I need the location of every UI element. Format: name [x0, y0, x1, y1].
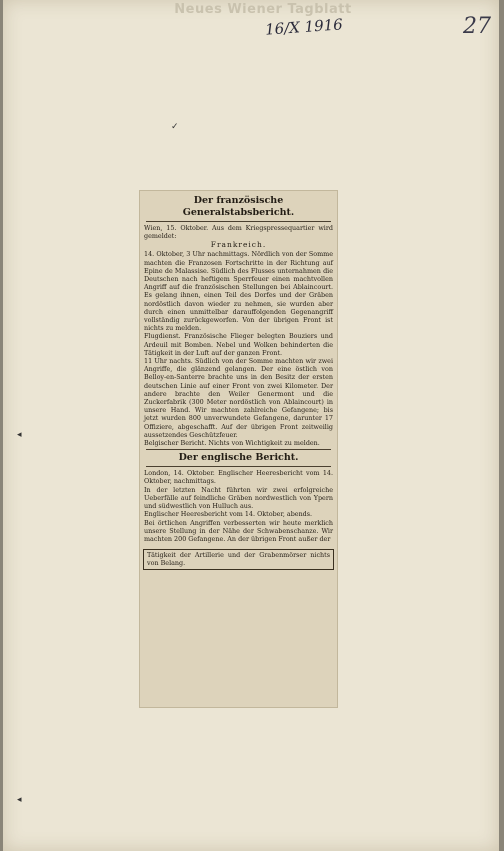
- article-title-english: Der englische Bericht.: [178, 452, 299, 464]
- margin-arrow-icon: ◂: [17, 430, 22, 440]
- article-paragraph: Bei örtlichen Angriffen verbesserten wir heute merklich unsere Stellung in der Nähe der Schwabenschanze. Wir machten 200 Gefangene. An der übrigen Front außer der: [144, 518, 333, 543]
- title-rule: [146, 466, 331, 467]
- article-paragraph: In der letzten Nacht führten wir zwei erfolgreiche Ueberfälle auf feindliche Gräben nordwestlich von Ypern und südwestlich von Hulluch aus.: [144, 485, 333, 511]
- section-heading: Frankreich.: [210, 240, 267, 250]
- continuation-box: [143, 549, 334, 569]
- newspaper-clipping: [139, 190, 338, 708]
- article-paragraph: London, 14. Oktober. Englischer Heeresbericht vom 14. Oktober, nachmittags.: [144, 469, 333, 486]
- article-paragraph: 11 Uhr nachts. Südlich von der Somme machten wir zwei Angriffe, die glänzend gelangen. Der eine östlich von Belloy-en-Santerre brachte uns in den Besitz der ersten deutschen Linie auf einer Front von zwei Kilometer. Der andere brachte den Weiler Genermont und die Zuckerfabrik (300 Meter nordöstlich von Ablaincourt) in unsere Hand. Wir machten zahlreiche Gefangene; bis jetzt wurden 800 unverwundete Gefangene, darunter 17 Offiziere, abgeschafft. Auf der übrigen Front zeitweilig aussetzendes Geschützfeuer.: [144, 357, 333, 439]
- article-paragraph: 14. Oktober, 3 Uhr nachmittags. Nördlich von der Somme machten die Franzosen Fortschritte in der Richtung auf Epine de Malassise. Südlich des Flusses unternahmen die Deutschen nach heftigem Sperrfeuer einen machtvollen Angriff auf die französischen Stellungen bei Ablaincourt. Es gelang ihnen, einen Teil des Dorfes und der Gräben nordöstlich davon wieder zu nehmen, sie wurden aber durch einen unmittelbar darauffolgenden Gegenangriff vollständig zurückgeworfen. Von der übrigen Front ist nichts zu melden.: [144, 250, 333, 333]
- article-paragraph: Englischer Heeresbericht vom 14. Oktober, abends.: [144, 510, 313, 519]
- article-title-french: Der französische Generalstabsbericht.: [182, 195, 295, 218]
- continuation-text: Tätigkeit der Artillerie und der Grabenmörser nichts von Belang.: [147, 551, 330, 568]
- article-paragraph: Belgischer Bericht. Nichts von Wichtigkeit zu melden.: [144, 439, 320, 448]
- title-rule: [146, 221, 331, 222]
- handwritten-date: 16/X 1916: [264, 15, 344, 39]
- margin-arrow-icon: ◂: [17, 795, 22, 805]
- dateline: Wien, 15. Oktober. Aus dem Kriegspressequartier wird gemeldet:: [144, 224, 333, 241]
- article-separator: [146, 449, 331, 450]
- margin-mark-icon: ✓: [171, 122, 179, 132]
- archive-sheet: [3, 0, 499, 851]
- page-number: 27: [463, 14, 491, 39]
- newspaper-stamp: Neues Wiener Tagblatt: [174, 2, 352, 17]
- article-paragraph: Flugdienst. Französische Flieger belegten Bouziers und Ardeuil mit Bomben. Nebel und Wolken behinderten die Tätigkeit in der Luft auf der ganzen Front.: [144, 332, 333, 357]
